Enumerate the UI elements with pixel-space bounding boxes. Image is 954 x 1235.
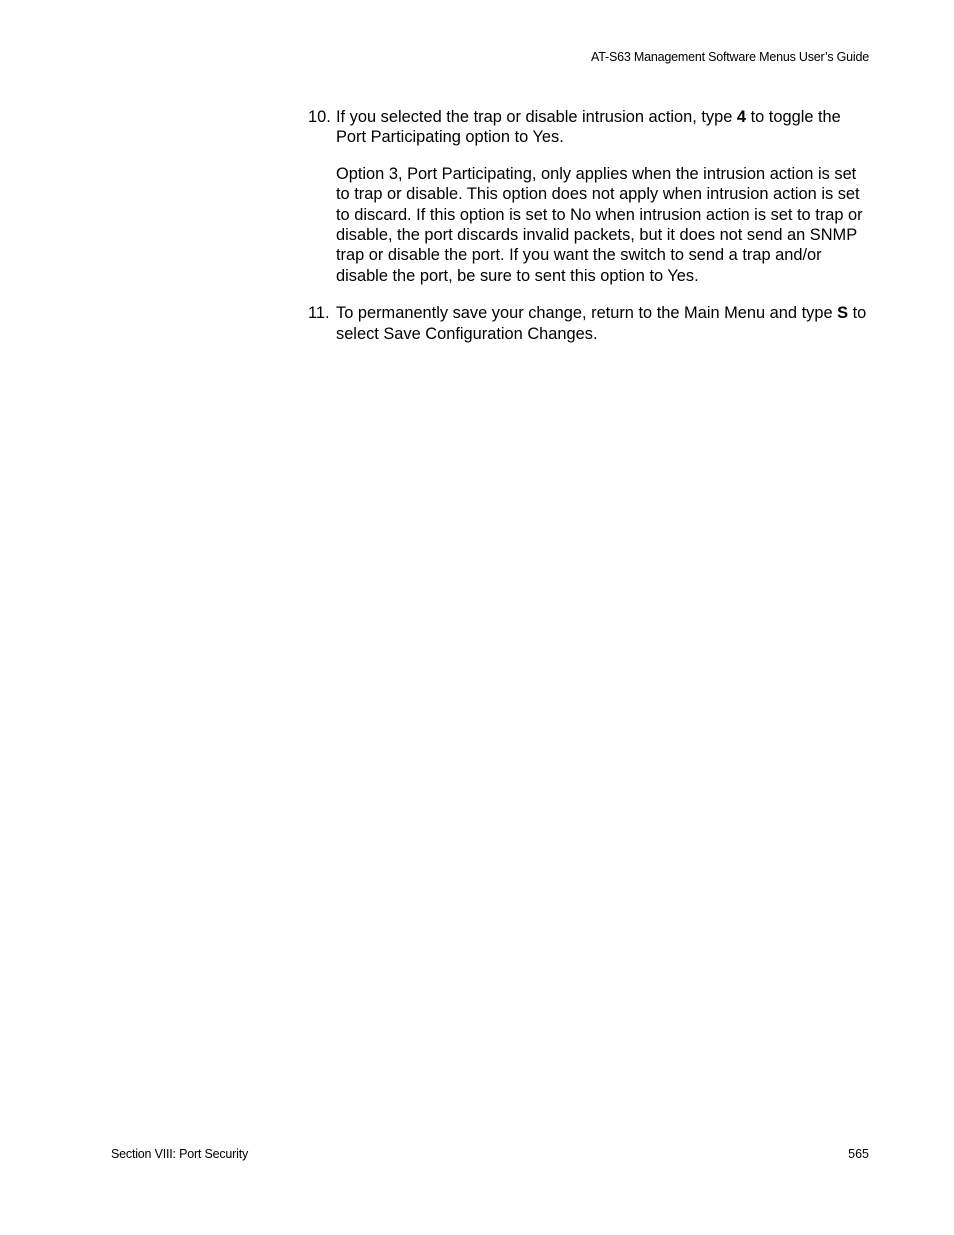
step-text-after: to toggle the Port Participating option to Yes. <box>336 108 841 147</box>
step-note: Option 3, Port Participating, only applies when the intrusion action is set to trap or disable. This option does not apply when intrusion action is set to discard. If this option is set to No when intrusion action is set to trap or disable, the port discards invalid packets, but it does not send an SNMP trap or disable the port. If you want the switch to send a trap and/or disable the port, be sure to sent this option to Yes. <box>336 164 863 285</box>
running-header: AT-S63 Management Software Menus User’s Guide <box>591 50 869 64</box>
step-text-before: To permanently save your change, return to the Main Menu and type <box>336 304 838 323</box>
key-to-type: S <box>837 304 849 323</box>
step-text-after: to select Save Configuration Changes. <box>336 304 867 343</box>
step-number: 11. <box>308 304 330 323</box>
step-11 <box>308 303 873 344</box>
step-instruction <box>336 303 873 344</box>
step-text-before: If you selected the trap or disable intrusion action, type <box>336 108 737 126</box>
footer-page-number: 565 <box>848 1147 869 1161</box>
step-number: 10. <box>308 108 331 126</box>
footer-section-title: Section VIII: Port Security <box>111 1147 249 1161</box>
key-to-type: 4 <box>736 108 747 126</box>
document-body <box>308 107 873 344</box>
step-10 <box>308 107 873 148</box>
step-instruction <box>336 107 873 148</box>
